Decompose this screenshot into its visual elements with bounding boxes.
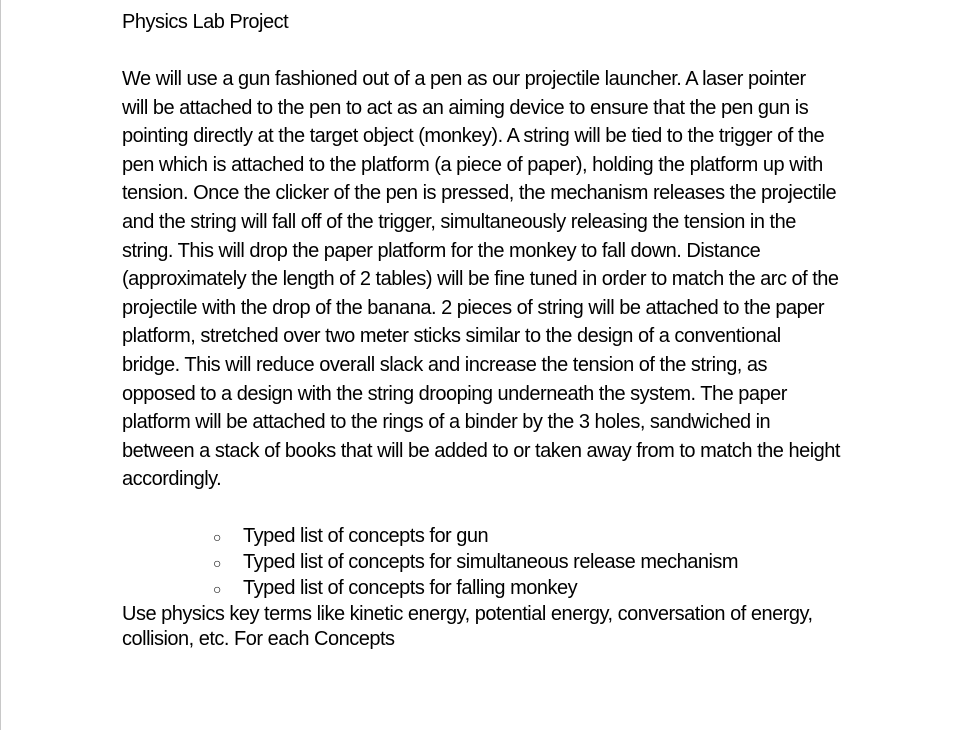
paragraph-line: will be attached to the pen to act as an aiming device to ensure that the pen gun is <box>122 96 809 119</box>
paragraph-line: accordingly. <box>122 468 222 491</box>
paragraph-line: and the string will fall off of the trigger, simultaneously releasing the tension in the <box>122 210 796 233</box>
paragraph-line: platform will be attached to the rings of a binder by the 3 holes, sandwiched in <box>122 411 771 434</box>
project-description <box>122 65 912 494</box>
instructions-note <box>122 602 912 652</box>
concept-list <box>122 524 912 602</box>
hollow-bullet-icon: ○ <box>213 580 221 597</box>
paragraph-line: Use physics key terms like kinetic energy, potential energy, conversation of energy, <box>122 602 813 625</box>
document-title: Physics Lab Project <box>122 11 289 33</box>
paragraph-line: opposed to a design with the string drooping underneath the system. The paper <box>122 382 787 405</box>
paragraph-line: pen which is attached to the platform (a piece of paper), holding the platform up with <box>122 153 823 176</box>
paragraph-line: projectile with the drop of the banana. 2 pieces of string will be attached to the paper <box>122 296 825 319</box>
list-item <box>213 550 912 576</box>
paragraph-line: (approximately the length of 2 tables) will be fine tuned in order to match the arc of the <box>122 268 839 291</box>
list-item-text: Typed list of concepts for simultaneous release mechanism <box>243 550 739 573</box>
hollow-bullet-icon: ○ <box>213 528 221 545</box>
paragraph-line: platform, stretched over two meter sticks similar to the design of a conventional <box>122 325 781 348</box>
paragraph-line: tension. Once the clicker of the pen is pressed, the mechanism releases the projectile <box>122 182 837 205</box>
list-item-text: Typed list of concepts for falling monkey <box>243 576 578 599</box>
hollow-bullet-icon: ○ <box>213 554 221 571</box>
page-left-edge <box>0 0 1 730</box>
document-page <box>122 8 912 652</box>
paragraph-line: bridge. This will reduce overall slack and increase the tension of the string, as <box>122 353 768 376</box>
list-item <box>213 524 912 550</box>
paragraph-line: pointing directly at the target object (monkey). A string will be tied to the trigger of the <box>122 125 825 148</box>
paragraph-line: string. This will drop the paper platform for the monkey to fall down. Distance <box>122 239 761 262</box>
list-item <box>213 576 912 602</box>
paragraph-line: We will use a gun fashioned out of a pen as our projectile launcher. A laser pointer <box>122 68 806 90</box>
paragraph-line: between a stack of books that will be added to or taken away from to match the height <box>122 439 840 462</box>
paragraph-line: collision, etc. For each Concepts <box>122 627 395 650</box>
list-item-text: Typed list of concepts for gun <box>243 524 489 547</box>
